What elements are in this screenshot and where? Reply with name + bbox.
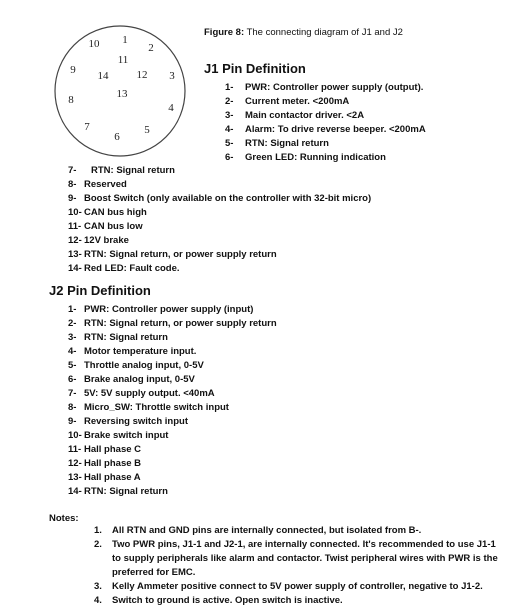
j2-pin-11 [68, 443, 141, 457]
j2-pin-7 [68, 387, 215, 401]
j1-pin-3 [225, 109, 364, 123]
j1-pin-8 [68, 178, 127, 192]
j1-pin-2 [225, 95, 349, 109]
note-number: 2. [94, 539, 102, 550]
pin-description: Brake switch input [84, 430, 169, 441]
pin-number: 2- [225, 96, 234, 107]
pin-number: 6- [225, 152, 234, 163]
connector-pin-8: 8 [68, 94, 74, 106]
pin-number: 10- [68, 207, 82, 218]
j2-pin-10 [68, 429, 168, 443]
connector-pin-3: 3 [169, 70, 175, 82]
j2-pin-13 [68, 471, 141, 485]
note-line: to supply peripherals like alarm and contactor. Twist peripheral wires with PWR is the [112, 553, 498, 564]
pin-number: 10- [68, 430, 82, 441]
pin-description: Hall phase B [84, 458, 142, 469]
connector-svg [52, 23, 188, 159]
pin-description: 5V: 5V supply output. <40mA [84, 388, 215, 399]
notes-label: Notes: [49, 513, 79, 524]
j2-pin-5 [68, 359, 204, 373]
pin-number: 3- [68, 332, 77, 343]
note-item-2 [94, 538, 498, 580]
figure-caption-prefix: Figure 8: [204, 27, 245, 38]
note-line: Two PWR pins, J1-1 and J2-1, are internally connected. It's recommended to use J1-1 [112, 539, 496, 550]
pin-number: 11- [68, 444, 82, 455]
note-line: Switch to ground is active. Open switch is inactive. [112, 595, 343, 606]
pin-number: 13- [68, 472, 82, 483]
note-number: 4. [94, 595, 102, 606]
pin-number: 9- [68, 193, 77, 204]
pin-number: 5- [68, 360, 77, 371]
connector-pin-13: 13 [116, 88, 128, 100]
pin-description: Hall phase C [84, 444, 142, 455]
pin-description: CAN bus low [84, 221, 143, 232]
pin-number: 13- [68, 249, 82, 260]
note-item-4 [94, 594, 343, 608]
pin-description: Red LED: Fault code. [84, 263, 180, 274]
pin-number: 4- [225, 124, 234, 135]
pin-number: 2- [68, 318, 77, 329]
j1-pin-6 [225, 151, 386, 165]
figure-caption-text: The connecting diagram of J1 and J2 [244, 27, 403, 38]
connector-pin-9: 9 [70, 64, 76, 76]
pin-description: Current meter. <200mA [245, 96, 350, 107]
connector-pin-2: 2 [148, 42, 154, 54]
pin-number: 8- [68, 402, 77, 413]
pin-number: 7- [68, 165, 77, 176]
j1-pin-4 [225, 123, 426, 137]
connector-pin-12: 12 [136, 69, 148, 81]
pin-number: 3- [225, 110, 234, 121]
pin-description: PWR: Controller power supply (output). [245, 82, 424, 93]
pin-number: 12- [68, 458, 82, 469]
j2-title: J2 Pin Definition [49, 283, 151, 298]
j1-pin-1 [225, 81, 423, 95]
j2-pin-9 [68, 415, 188, 429]
j2-pin-1 [68, 303, 253, 317]
pin-description: Green LED: Running indication [245, 152, 386, 163]
j2-pin-2 [68, 317, 277, 331]
pin-description: Hall phase A [84, 472, 141, 483]
connector-pin-1: 1 [122, 34, 128, 46]
note-line: Kelly Ammeter positive connect to 5V power supply of controller, negative to J1-2. [112, 581, 483, 592]
pin-description: Throttle analog input, 0-5V [84, 360, 204, 371]
j1-pin-10 [68, 206, 147, 220]
j2-pin-3 [68, 331, 168, 345]
pin-description: RTN: Signal return, or power supply return [84, 318, 277, 329]
j2-pin-6 [68, 373, 195, 387]
pin-number: 8- [68, 179, 77, 190]
note-line: preferred for EMC. [112, 567, 196, 578]
pin-description: RTN: Signal return [84, 332, 168, 343]
pin-description: Alarm: To drive reverse beeper. <200mA [245, 124, 426, 135]
j1-pin-13 [68, 248, 277, 262]
connector-pin-7: 7 [84, 121, 90, 133]
note-number: 3. [94, 581, 102, 592]
pin-description: Brake analog input, 0-5V [84, 374, 195, 385]
connector-diagram [52, 23, 188, 159]
pin-number: 9- [68, 416, 77, 427]
pin-description: RTN: Signal return [91, 165, 175, 176]
connector-pin-4: 4 [168, 102, 174, 114]
j2-pin-14 [68, 485, 168, 499]
pin-description: RTN: Signal return, or power supply return [84, 249, 277, 260]
pin-number: 7- [68, 388, 77, 399]
j2-pin-8 [68, 401, 229, 415]
pin-number: 14- [68, 486, 82, 497]
pin-number: 1- [68, 304, 77, 315]
pin-description: CAN bus high [84, 207, 147, 218]
pin-number: 4- [68, 346, 77, 357]
pin-number: 5- [225, 138, 234, 149]
pin-description: PWR: Controller power supply (input) [84, 304, 254, 315]
pin-number: 14- [68, 263, 82, 274]
pin-description: Reversing switch input [84, 416, 188, 427]
note-line: All RTN and GND pins are internally connected, but isolated from B-. [112, 525, 422, 536]
pin-description: RTN: Signal return [84, 486, 168, 497]
connector-pin-5: 5 [144, 124, 150, 136]
pin-number: 12- [68, 235, 82, 246]
connector-pin-6: 6 [114, 131, 120, 143]
note-number: 1. [94, 525, 102, 536]
j2-pin-12 [68, 457, 141, 471]
j1-pin-11 [68, 220, 143, 234]
connector-pin-11: 11 [117, 54, 129, 66]
j1-pin-9 [68, 192, 371, 206]
pin-description: RTN: Signal return [245, 138, 329, 149]
pin-description: Boost Switch (only available on the controller with 32-bit micro) [84, 193, 372, 204]
j1-pin-5 [225, 137, 329, 151]
j1-pin-7 [68, 164, 175, 178]
note-item-1 [94, 524, 421, 538]
pin-description: Micro_SW: Throttle switch input [84, 402, 229, 413]
j1-pin-12 [68, 234, 129, 248]
j1-pin-14 [68, 262, 180, 276]
pin-number: 6- [68, 374, 77, 385]
j1-title: J1 Pin Definition [204, 61, 306, 76]
connector-pin-10: 10 [88, 38, 100, 50]
connector-pin-14: 14 [97, 70, 109, 82]
pin-number: 11- [68, 221, 82, 232]
pin-description: Motor temperature input. [84, 346, 197, 357]
pin-number: 1- [225, 82, 234, 93]
figure-caption [204, 27, 403, 38]
note-item-3 [94, 580, 483, 594]
pin-description: 12V brake [84, 235, 129, 246]
pin-description: Reserved [84, 179, 127, 190]
j2-pin-4 [68, 345, 196, 359]
pin-description: Main contactor driver. <2A [245, 110, 365, 121]
